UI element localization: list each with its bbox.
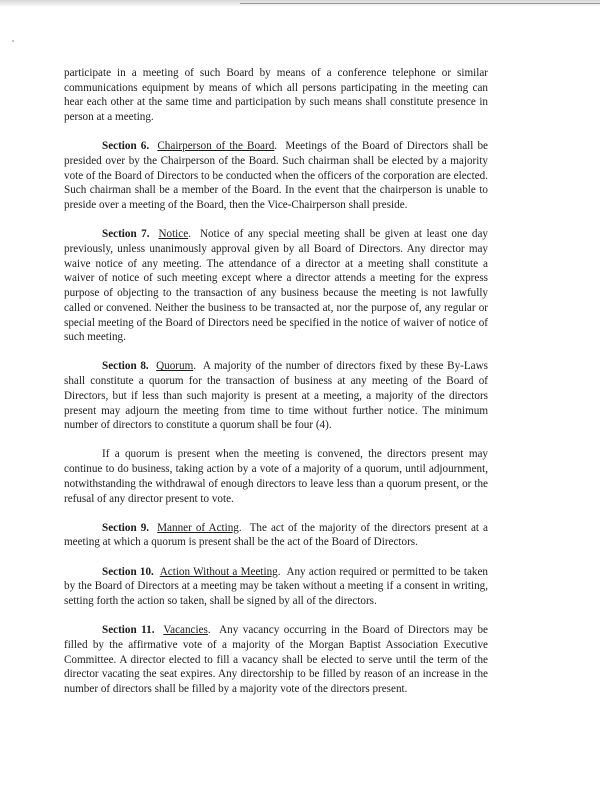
paragraph-body: If a quorum is present when the meeting is convened, the directors present may continue to do business, taking action by a vote of a majority of a quorum, until adjournment, notwithstanding the withdrawal of enough directors to leave less than a quorum present, or the refusal of any director present to vote.: [64, 448, 488, 505]
paragraph-body: Notice of any special meeting shall be given at least one day previously, unless unanimously approval given by all Board of Directors. Any director may waive notice of any meeting. The attendance of a director at a meeting shall constitute a waiver of notice of such meeting except where a director attends a meeting for the express purpose of objecting to the transaction of any business because the meeting is not lawfully called or convened. Neither the business to be transacted at, nor the purpose of, any regular or special meeting of the Board of Directors need be specified in the notice of waiver of notice of such meeting.: [64, 228, 489, 344]
paragraph-body: Any vacancy occurring in the Board of Directors may be filled by the affirmative vote of a majority of the Morgan Baptist Association Executive Committee. A director elected to fill a vacancy shall be elected to serve until the term of the director vacating the seat expires. Any directorship to be filled by reason of an increase in the number of directors shall be filled by a majority vote of the directors present.: [64, 624, 488, 696]
section-title: Quorum: [156, 360, 194, 373]
section-number: Section 6.: [102, 140, 150, 153]
section-title: Vacancies: [163, 624, 208, 637]
paragraph-body: Meetings of the Board of Directors shall be presided over by the Chairperson of the Board. Such chairman shall be elected by a majority vote of the Board of Directors to be conducted when the officers of the corporation are elected. Such chairman shall be a member of the Board. In the event that the chairperson is unable to preside over a meeting of the Board, then the Vice-Chairperson shall preside.: [64, 140, 488, 212]
section-title: Chairperson of the Board: [157, 140, 275, 153]
section-11-vacancies: [64, 623, 488, 697]
section-number: Section 8.: [102, 360, 149, 373]
section-title-period: .: [193, 360, 197, 373]
section-title: Notice: [158, 228, 189, 241]
section-title: Action Without a Meeting: [159, 565, 278, 578]
section-8-quorum-continued: [64, 447, 488, 506]
paragraph-continuation: [64, 66, 488, 125]
section-title-period: .: [277, 565, 281, 578]
section-title-period: .: [188, 228, 191, 241]
section-number: Section 11.: [102, 624, 155, 637]
section-6-chairperson: [64, 139, 488, 213]
paragraph-body: participate in a meeting of such Board by means of a conference telephone or similar communications equipment by means of which all persons participating in the meeting can hear each other at the same time and participation by such means shall constitute presence in person at a meeting.: [64, 67, 488, 124]
section-7-notice: [64, 227, 488, 345]
scan-speck: [12, 40, 14, 42]
paragraph-body: Any action required or permitted to be taken by the Board of Directors at a meeting may be taken without a meeting if a consent in writing, setting forth the action so taken, shall be signed by all of the directors.: [64, 565, 488, 608]
section-title-period: .: [274, 140, 278, 153]
section-8-quorum: [64, 359, 488, 433]
section-title: Manner of Acting: [157, 521, 239, 534]
section-title-period: .: [207, 624, 211, 637]
section-9-manner-of-acting: [64, 521, 488, 550]
section-number: Section 9.: [102, 521, 150, 534]
section-title-period: .: [238, 521, 242, 534]
section-number: Section 7.: [102, 228, 150, 241]
document-page: [64, 66, 488, 697]
paragraph-body: The act of the majority of the directors present at a meeting at which a quorum is present shall be the act of the Board of Directors.: [64, 521, 488, 549]
scan-top-rule: [240, 3, 600, 4]
section-10-action-without-meeting: [64, 565, 488, 609]
section-number: Section 10.: [102, 565, 154, 578]
paragraph-body: A majority of the number of directors fixed by these By-Laws shall constitute a quorum for the transaction of business at any meeting of the Board of Directors, but if less than such majority is present at a meeting, a majority of the directors present may adjourn the meeting from time to time without further notice. The minimum number of directors to constitute a quorum shall be four (4).: [64, 360, 488, 432]
